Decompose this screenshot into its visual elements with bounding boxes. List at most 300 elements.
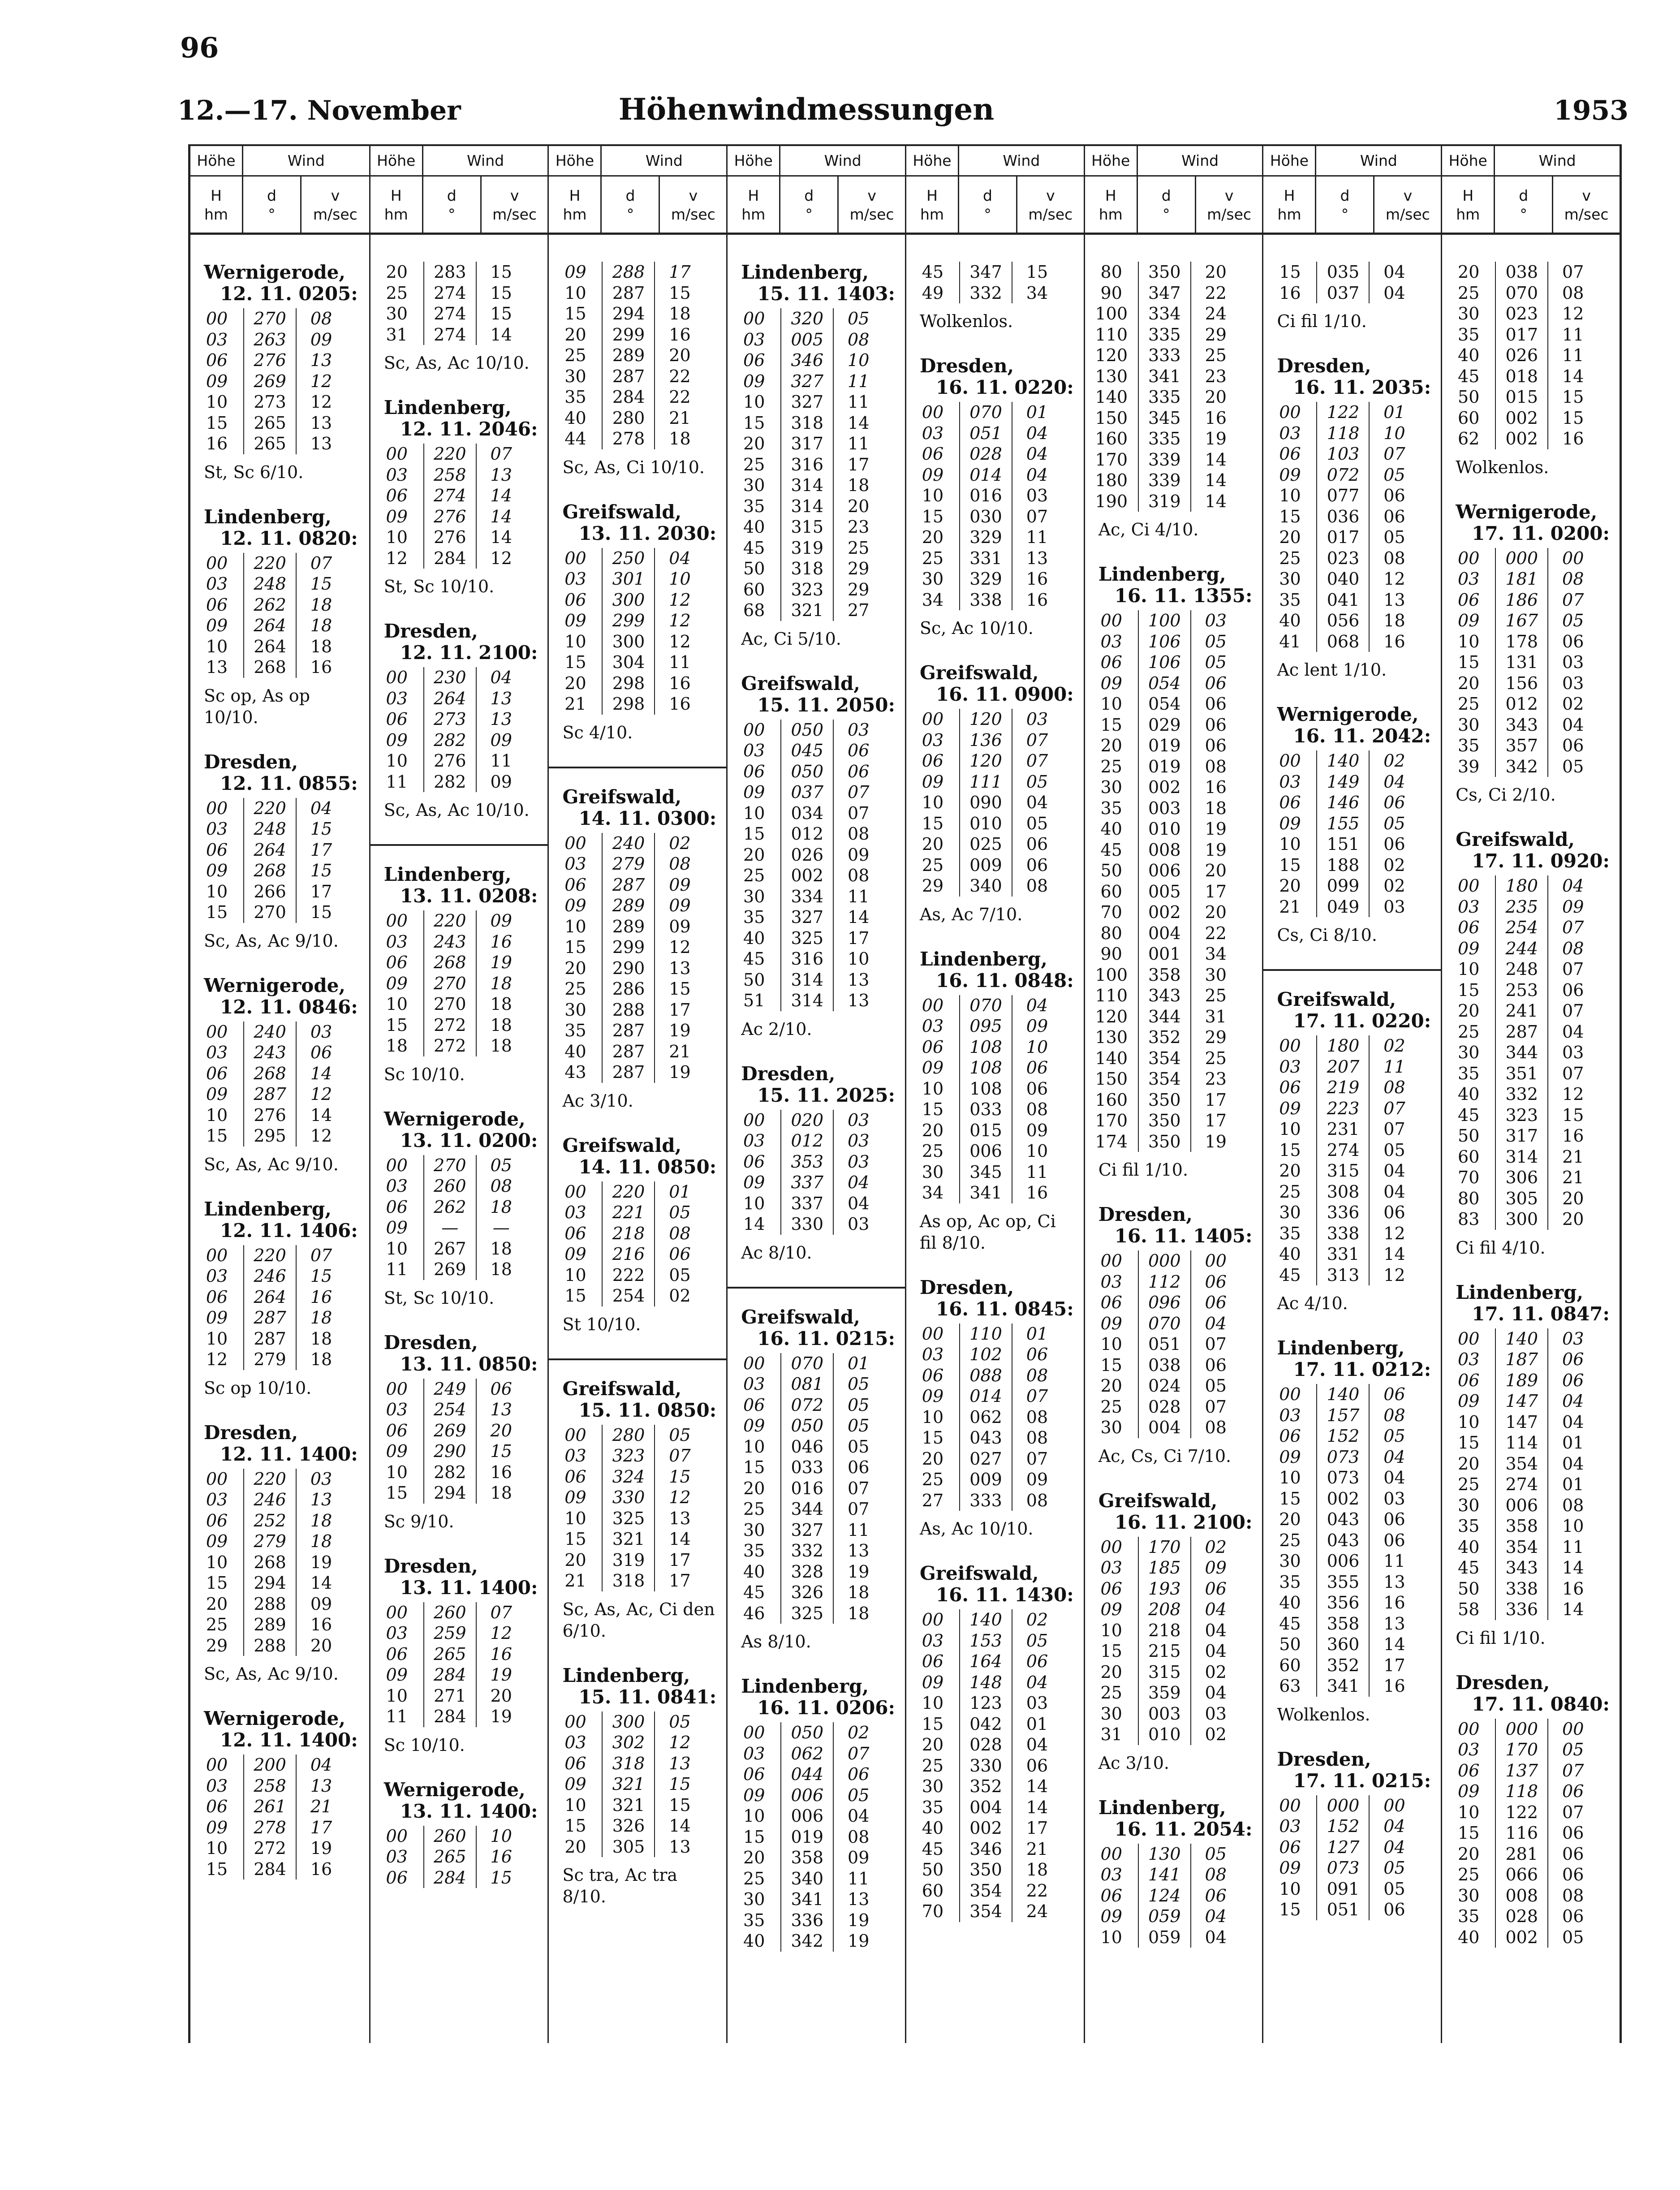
speed-cell: 06: [1562, 1906, 1584, 1926]
speed-cell: 17: [310, 1817, 332, 1837]
header-d: d: [804, 187, 814, 205]
direction-cell: 188: [1316, 855, 1370, 876]
observation-time: 16. 11. 2100:: [1114, 1511, 1253, 1533]
speed-cell: 16: [669, 673, 691, 693]
direction-cell: 289: [243, 1614, 297, 1635]
height-cell: 25: [1100, 1683, 1122, 1703]
speed-cell: 04: [1562, 1453, 1584, 1474]
table-row: [1263, 1795, 1441, 1816]
table-row: [906, 465, 1084, 486]
speed-cell: 13: [310, 413, 332, 433]
table-row: [1263, 875, 1441, 897]
height-cell: 00: [922, 709, 944, 729]
direction-cell: 278: [602, 428, 655, 449]
speed-cell: 00: [1205, 1251, 1227, 1271]
table-row: [549, 1000, 726, 1021]
table-row: [190, 1022, 369, 1043]
table-row: [906, 1714, 1084, 1735]
direction-cell: 230: [423, 667, 477, 688]
header-hoehe: Höhe: [370, 146, 423, 175]
direction-cell: 357: [1495, 735, 1548, 756]
table-row: [1085, 324, 1262, 345]
height-cell: 00: [1100, 611, 1122, 630]
speed-cell: 07: [848, 803, 870, 823]
direction-cell: 037: [780, 782, 834, 803]
cloud-remark: Sc op 10/10.: [204, 1378, 312, 1398]
table-row: [1085, 1006, 1262, 1027]
header-d-unit: [1316, 177, 1374, 233]
table-row: [1442, 1719, 1620, 1740]
height-cell: 10: [564, 916, 586, 936]
speed-cell: 18: [490, 1238, 512, 1259]
station-name: Greifswald,: [1098, 1489, 1218, 1512]
table-row: [1085, 756, 1262, 777]
header-msec: m/sec: [1207, 205, 1252, 223]
height-cell: 15: [564, 652, 586, 672]
speed-cell: 21: [310, 1797, 332, 1816]
height-cell: 180: [1095, 470, 1128, 490]
speed-cell: 03: [1383, 897, 1405, 917]
height-cell: 20: [1458, 673, 1480, 693]
table-row: [190, 1635, 369, 1656]
speed-cell: 14: [1383, 1244, 1405, 1264]
table-row: [370, 709, 548, 730]
direction-cell: 283: [423, 262, 477, 283]
table-row: [1263, 506, 1441, 527]
table-row: [728, 1374, 905, 1395]
height-cell: 20: [564, 673, 586, 693]
height-cell: 09: [206, 1817, 228, 1837]
direction-cell: 044: [780, 1764, 834, 1785]
height-cell: 10: [743, 1436, 765, 1457]
station-block: [549, 1665, 726, 1908]
table-row: [549, 673, 726, 694]
observation-time: 12. 11. 2100:: [400, 642, 538, 664]
direction-cell: 015: [1495, 387, 1548, 408]
speed-cell: 08: [848, 329, 870, 349]
direction-cell: 319: [780, 538, 834, 559]
speed-cell: 34: [1026, 283, 1048, 303]
cloud-remark: Sc, As, Ac 10/10.: [383, 800, 530, 820]
height-cell: 03: [206, 1043, 228, 1062]
speed-cell: 14: [310, 1063, 332, 1083]
speed-cell: 15: [310, 574, 332, 594]
speed-cell: 07: [848, 782, 870, 802]
header-msec: m/sec: [313, 205, 358, 223]
station-name: Dresden,: [383, 620, 478, 642]
cloud-remark: Sc 10/10.: [383, 1064, 465, 1084]
speed-cell: 08: [848, 866, 870, 885]
table-row: [1442, 875, 1620, 897]
cloud-remark: Sc 4/10.: [562, 722, 633, 742]
direction-cell: 340: [780, 1868, 834, 1889]
direction-cell: 137: [1495, 1760, 1548, 1781]
direction-cell: 102: [959, 1344, 1012, 1365]
height-cell: 06: [1100, 652, 1122, 672]
height-cell: 35: [1279, 1572, 1301, 1592]
direction-cell: 141: [1138, 1864, 1191, 1885]
height-cell: 30: [743, 475, 765, 495]
table-row: [190, 1328, 369, 1349]
table-row: [190, 798, 369, 819]
station-name: Dresden,: [741, 1062, 836, 1085]
height-cell: 09: [1279, 465, 1301, 485]
speed-cell: 06: [1383, 1509, 1405, 1529]
speed-cell: 13: [490, 709, 512, 729]
speed-cell: 04: [1205, 1683, 1227, 1703]
speed-cell: 30: [1205, 965, 1227, 985]
speed-cell: 14: [490, 506, 512, 526]
direction-cell: 298: [602, 694, 655, 715]
height-cell: 06: [922, 1037, 944, 1057]
speed-cell: 07: [1562, 918, 1584, 937]
direction-cell: 006: [959, 1141, 1012, 1162]
speed-cell: 15: [669, 1795, 691, 1815]
height-cell: 06: [386, 1644, 408, 1664]
direction-cell: 009: [959, 1469, 1012, 1490]
speed-cell: 04: [1383, 1468, 1405, 1487]
height-cell: 60: [922, 1880, 944, 1901]
speed-cell: 06: [848, 761, 870, 781]
height-cell: 00: [743, 1723, 765, 1742]
height-cell: 25: [743, 1868, 765, 1888]
speed-cell: 13: [848, 1889, 870, 1909]
speed-cell: 13: [848, 970, 870, 990]
cloud-remark: Sc op, As op 10/10.: [204, 685, 310, 727]
station-block: [1442, 501, 1620, 806]
header-row-1: [549, 146, 726, 177]
speed-cell: 22: [1205, 283, 1227, 303]
speed-cell: 24: [1026, 1901, 1048, 1921]
height-cell: 45: [1458, 1105, 1480, 1125]
direction-cell: 103: [1316, 444, 1370, 465]
speed-cell: 19: [669, 1021, 691, 1040]
speed-cell: 02: [1205, 1724, 1227, 1744]
header-deg: °: [268, 205, 276, 223]
page-title: Höhenwindmessungen: [618, 92, 995, 127]
speed-cell: 18: [490, 1259, 512, 1279]
speed-cell: 22: [1026, 1880, 1048, 1901]
direction-cell: 218: [1138, 1620, 1191, 1641]
height-cell: 10: [386, 1238, 408, 1259]
speed-cell: 20: [1205, 262, 1227, 282]
height-cell: 03: [743, 329, 765, 349]
height-cell: 06: [743, 1151, 765, 1172]
header-wind: Wind: [824, 152, 862, 169]
speed-cell: 21: [669, 1041, 691, 1061]
direction-cell: 290: [423, 1441, 477, 1462]
table-row: [1442, 1125, 1620, 1147]
header-v-unit: [482, 177, 548, 233]
speed-cell: 06: [1026, 1755, 1048, 1776]
header-v-unit: [660, 177, 726, 233]
speed-cell: 13: [1383, 590, 1405, 610]
cloud-remark: Wolkenlos.: [1277, 1704, 1370, 1724]
height-cell: 25: [564, 979, 586, 999]
speed-cell: 11: [848, 886, 870, 906]
height-cell: 06: [564, 875, 586, 895]
direction-cell: 040: [1316, 569, 1370, 590]
direction-cell: 328: [780, 1561, 834, 1582]
height-cell: 15: [743, 824, 765, 844]
speed-cell: 18: [490, 1036, 512, 1056]
height-cell: 20: [564, 324, 586, 345]
header-hoehe: Höhe: [190, 146, 243, 175]
speed-cell: 19: [310, 1838, 332, 1858]
direction-cell: 321: [602, 1774, 655, 1795]
speed-cell: 20: [1562, 1188, 1584, 1208]
speed-cell: 06: [1026, 1078, 1048, 1099]
height-cell: 10: [1279, 1879, 1301, 1899]
observation-time: 17. 11. 0215:: [1293, 1769, 1431, 1792]
table-row: [906, 1776, 1084, 1797]
height-cell: 03: [386, 1400, 408, 1419]
speed-cell: 20: [1205, 387, 1227, 407]
speed-cell: 07: [1383, 1119, 1405, 1139]
direction-cell: 274: [423, 324, 477, 345]
direction-cell: 220: [243, 1245, 297, 1266]
table-row: [1085, 1250, 1262, 1272]
height-cell: 09: [206, 861, 228, 880]
header-v: v: [510, 187, 519, 205]
header-v-unit: [1196, 177, 1262, 233]
height-cell: 18: [386, 1036, 408, 1056]
direction-cell: 070: [959, 402, 1012, 423]
table-row: [728, 761, 905, 782]
speed-cell: 19: [490, 1707, 512, 1726]
direction-cell: 120: [959, 750, 1012, 772]
height-cell: 09: [206, 1308, 228, 1328]
speed-cell: 00: [1562, 1719, 1584, 1739]
speed-cell: 01: [1383, 402, 1405, 422]
height-cell: 15: [564, 304, 586, 323]
direction-cell: 295: [243, 1125, 297, 1147]
table-row: [1442, 1495, 1620, 1516]
column-body: [906, 235, 1084, 1922]
height-cell: 15: [386, 1015, 408, 1035]
observation-time: 16. 11. 2042:: [1293, 725, 1431, 747]
header-hoehe: Höhe: [1442, 146, 1495, 175]
cloud-remark: Wolkenlos.: [919, 311, 1013, 331]
height-cell: 15: [1458, 1433, 1480, 1453]
cloud-remark: Ac, Cs, Ci 7/10.: [1098, 1446, 1232, 1466]
cloud-remark: Ac 3/10.: [1098, 1753, 1169, 1773]
table-row: [1263, 1613, 1441, 1634]
table-row: [370, 688, 548, 709]
height-cell: 00: [1458, 548, 1480, 568]
speed-cell: 05: [669, 1265, 691, 1285]
direction-cell: 282: [423, 772, 477, 793]
table-row: [370, 1483, 548, 1504]
height-cell: 09: [386, 506, 408, 526]
direction-cell: 170: [1138, 1537, 1191, 1558]
table-row: [1442, 548, 1620, 569]
direction-cell: 294: [602, 303, 655, 324]
table-row: [1085, 387, 1262, 408]
direction-cell: 289: [602, 345, 655, 366]
height-cell: 15: [1279, 1140, 1301, 1160]
speed-cell: 06: [1383, 1900, 1405, 1919]
height-cell: 03: [743, 1743, 765, 1763]
direction-cell: 351: [1495, 1063, 1548, 1084]
speed-cell: 03: [310, 1469, 332, 1489]
header-h-unit: [1442, 177, 1495, 233]
speed-cell: 07: [1026, 506, 1048, 526]
direction-cell: 281: [1495, 1844, 1548, 1865]
speed-cell: 06: [1562, 736, 1584, 755]
table-row: [1085, 1069, 1262, 1090]
height-cell: 120: [1095, 1006, 1128, 1026]
table-row: [370, 1602, 548, 1623]
direction-cell: 265: [423, 1846, 477, 1867]
cloud-remark: Sc, As, Ac 9/10.: [204, 1154, 339, 1174]
observation-time: 12. 11. 1400:: [220, 1443, 358, 1465]
table-row: [1085, 366, 1262, 387]
table-row: [370, 444, 548, 465]
height-cell: 12: [206, 1349, 228, 1369]
table-row: [1085, 985, 1262, 1006]
speed-cell: 27: [848, 600, 870, 620]
header-deg: °: [1162, 205, 1170, 223]
station-block: [1442, 1672, 1620, 1948]
header-d-unit: [959, 177, 1017, 233]
height-cell: 40: [1458, 1927, 1480, 1947]
table-row: [370, 1217, 548, 1238]
speed-cell: 23: [848, 517, 870, 537]
height-cell: 10: [743, 1193, 765, 1213]
height-cell: 03: [1100, 1558, 1122, 1578]
height-cell: 10: [564, 1795, 586, 1815]
table-row: [1085, 923, 1262, 944]
direction-cell: 278: [243, 1817, 297, 1838]
header-row-1: [728, 146, 905, 177]
direction-cell: 327: [780, 371, 834, 392]
table-row: [1085, 345, 1262, 366]
table-row: [370, 324, 548, 345]
speed-cell: 14: [1205, 491, 1227, 511]
table-row: [906, 1427, 1084, 1449]
table-row: [370, 1238, 548, 1259]
speed-cell: 03: [1562, 652, 1584, 672]
speed-cell: 06: [1562, 1349, 1584, 1369]
speed-cell: 11: [490, 751, 512, 771]
direction-cell: 193: [1138, 1578, 1191, 1599]
speed-cell: 18: [669, 304, 691, 323]
direction-cell: 243: [423, 931, 477, 953]
height-cell: 20: [1458, 1453, 1480, 1474]
direction-cell: 276: [423, 527, 477, 548]
header-row-1: [190, 146, 369, 177]
table-row: [906, 1182, 1084, 1203]
observation-time: 13. 11. 1400:: [400, 1576, 538, 1599]
table-row: [1442, 1557, 1620, 1578]
table-row: [906, 1016, 1084, 1037]
header-hm: hm: [563, 205, 587, 223]
height-cell: 06: [564, 1466, 586, 1487]
height-cell: 40: [922, 1818, 944, 1838]
speed-cell: 08: [1562, 1885, 1584, 1905]
direction-cell: 287: [602, 366, 655, 387]
table-row: [370, 952, 548, 973]
table-row: [906, 444, 1084, 465]
table-row: [549, 1265, 726, 1286]
table-row: [549, 610, 726, 631]
speed-cell: 13: [1383, 1572, 1405, 1592]
speed-cell: 04: [848, 1806, 870, 1826]
header-hm: hm: [1456, 205, 1480, 223]
direction-cell: 149: [1316, 772, 1370, 793]
direction-cell: 321: [780, 600, 834, 621]
table-row: [1085, 1724, 1262, 1745]
table-row: [728, 496, 905, 517]
table-row: [1085, 1906, 1262, 1927]
cloud-remark: St 10/10.: [562, 1314, 641, 1334]
height-cell: 09: [922, 1672, 944, 1692]
table-row: [1263, 750, 1441, 772]
speed-cell: 12: [490, 548, 512, 568]
direction-cell: 289: [602, 895, 655, 916]
table-row: [906, 995, 1084, 1016]
header-hm: hm: [1098, 205, 1123, 223]
table-row: [549, 694, 726, 715]
height-cell: 20: [743, 845, 765, 865]
speed-cell: 16: [1383, 631, 1405, 651]
table-row: [190, 1776, 369, 1797]
height-cell: 00: [206, 1469, 228, 1489]
height-cell: 35: [1458, 1063, 1480, 1083]
direction-cell: 118: [1495, 1781, 1548, 1802]
table-row: [370, 1664, 548, 1686]
direction-cell: 341: [1316, 1676, 1370, 1697]
direction-cell: 140: [1316, 750, 1370, 772]
table-row: [1085, 1599, 1262, 1620]
observation-time: 12. 11. 0855:: [220, 772, 358, 794]
table-row: [1442, 303, 1620, 324]
direction-cell: 327: [780, 392, 834, 413]
direction-cell: 181: [1495, 569, 1548, 590]
column-header: [370, 144, 548, 235]
direction-cell: 012: [780, 1130, 834, 1151]
speed-cell: 20: [1562, 1209, 1584, 1229]
height-cell: 10: [1100, 1620, 1122, 1640]
direction-cell: 335: [1138, 428, 1191, 449]
station-block: [1442, 829, 1620, 1259]
height-cell: 10: [1100, 694, 1122, 714]
speed-cell: 19: [1205, 429, 1227, 448]
table-row: [906, 1099, 1084, 1120]
direction-cell: 035: [1316, 262, 1370, 283]
height-cell: 10: [1279, 834, 1301, 854]
header-hoehe: Höhe: [549, 146, 602, 175]
direction-cell: 268: [243, 657, 297, 678]
speed-cell: 15: [490, 1867, 512, 1888]
direction-cell: 010: [1138, 1724, 1191, 1745]
table-row: [1442, 1537, 1620, 1558]
height-cell: 15: [1100, 715, 1122, 735]
height-cell: 06: [206, 1797, 228, 1816]
table-row: [370, 1035, 548, 1056]
speed-cell: 14: [669, 1529, 691, 1549]
speed-cell: 06: [848, 1764, 870, 1784]
direction-cell: 284: [602, 387, 655, 408]
cloud-remark: Cs, Ci 8/10.: [1277, 925, 1377, 945]
table-row: [549, 408, 726, 429]
height-cell: 35: [1279, 590, 1301, 610]
table-row: [370, 303, 548, 324]
direction-cell: 288: [602, 262, 655, 283]
height-cell: 80: [1458, 1188, 1480, 1208]
height-cell: 06: [206, 1510, 228, 1530]
